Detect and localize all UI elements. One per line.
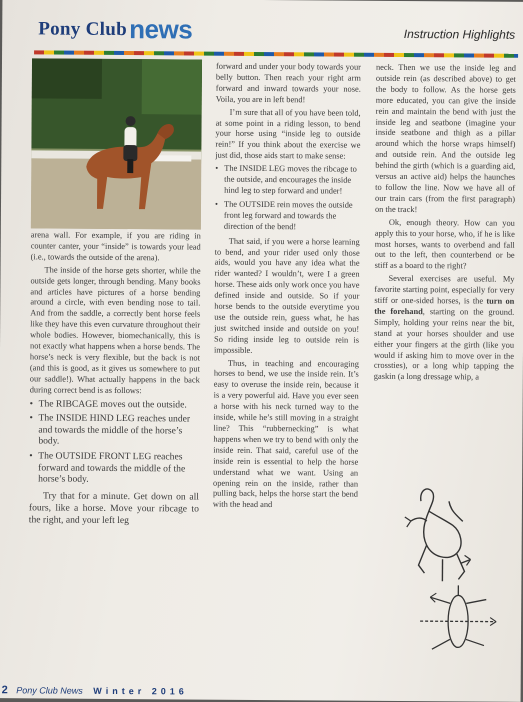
column-3 <box>374 63 516 386</box>
horse-topview-illustration <box>410 581 511 662</box>
col3-paragraph-2: Ok, enough theory. How can you apply this to your horse, who, if he is like most horses, wants to overbend and fall out to the left, then counterbend or be stiff as a board to the right? <box>374 217 515 271</box>
list-item: • The RIBCAGE moves out the outside. <box>30 398 200 411</box>
list-item: • The OUTSIDE rein moves the outside front leg forward and towards the direction of the bend! <box>215 200 360 234</box>
col1-closing: Try that for a minute. Get down on all fours, like a horse. Move your ribcage to the right, and your left leg <box>28 490 200 526</box>
page-number: 2 <box>1 684 8 697</box>
news-logo: news <box>129 14 193 45</box>
section-title: Instruction Highlights <box>403 26 516 42</box>
col2-bullet-list <box>215 164 360 233</box>
col2-paragraph-2: I’m sure that all of you have been told, at some point in a riding lesson, to bend your horse using “inside leg to outside rein!” If you think about the exercise we just did, those aids start to make sense: <box>215 107 361 161</box>
column-1 <box>29 230 201 529</box>
column-2 <box>213 62 361 514</box>
col2-paragraph-3: That said, if you were a horse learning to bend, and your rider used only those aids, would you have any idea what the rider wanted? I wouldn’t, were I a green horse. These aids only work once you have defined inside and outside. So if your horse bends to the outside everytime you use the outside rein, guess what, he has just switched inside and outside on you! So riding inside leg to outside rein is impossible. <box>213 236 360 355</box>
col3-paragraph-3: Several exercises are useful. My favorite starting point, especially for very stiff or one-sided horses, is the turn on the forehand, starting on the ground. Simply, holding your reins near the bit, stand at your horses shoulder and use either your fingers at the girth (like you would if asking him to move over in the crossties), or a long whip tapping the gaskin (a long dressage whip, a <box>373 274 515 382</box>
rider-photo-svg <box>31 58 202 229</box>
masthead <box>26 10 521 51</box>
col1-paragraph-1: arena wall. For example, if you are riding in counter canter, your “inside” is towards your lead (i.e., towards the outside of the arena). <box>30 230 201 263</box>
bold-phrase: turn on the forehand <box>374 296 515 317</box>
list-item: • The INSIDE HIND LEG reaches under and towards the middle of the horse’s body. <box>29 413 199 449</box>
col3-paragraph-1: neck. Then we use the inside leg and outside rein (as described above) to get the body to follow. As the horse gets more educated, you can give the inside rein and maintain the bend with just the inside leg and seatbone (imagine your inside seatbone and thigh as a pillar around which the horse wraps himself) and outside rein. And the outside leg behind the girth (which is a guarding aid, versus an active aid) helps the haunches to follow the line. Now we have all of our train cars (from the first paragraph) on the track! <box>374 62 517 214</box>
col2-paragraph-4: Thus, in teaching and encouraging horses to bend, we use the inside rein. It’s easy to overuse the inside rein, because it is a very powerful aid. Have you ever seen a horse with his neck turned way to the inside, while he’s still moving in a straight line? This “rubbernecking” is what happens when we try to bend with only the inside rein. That said, careful use of the inside rein is essential to help the horse understand what we want. Using an opening rein on the inside, rather than pulling back, helps the horse start the bend with the head and <box>212 358 359 510</box>
horse-bend-illustration <box>398 481 479 592</box>
list-item: • The INSIDE LEG moves the ribcage to the outside, and encourages the inside hind leg to step forward and under! <box>215 164 360 198</box>
publication-name: Pony Club News <box>16 685 83 696</box>
page-footer <box>2 684 188 697</box>
col1-bullet-list <box>29 398 200 486</box>
issue-season: Winter 2016 <box>93 685 188 697</box>
list-item: • The OUTSIDE FRONT LEG reaches forward and towards the middle of the horse’s body. <box>29 450 199 486</box>
color-stripe <box>34 50 518 57</box>
col2-paragraph-1: forward and under your body towards your belly button. Then reach your right arm forward and inward towards your nose. Voila, you are in left bend! <box>215 61 362 105</box>
col1-paragraph-2: The inside of the horse gets shorter, while the outside gets longer, through bending. Many books and articles have pictures of a horse bending around a circle, with even bending nose to tail. And from the saddle, a correctly bent horse feels like they have this even curvature throughout their whole bodies. However, biomechanically, this is not exactly what happens when a horse bends. The horse’s neck is very flexible, but the back is not (and this is good, as it gives us somewhere to put our saddle!). What actually happens in the back during correct bend is as follows: <box>29 265 201 395</box>
pony-club-logo: Pony Club <box>38 18 128 41</box>
rider-photo <box>31 58 202 229</box>
